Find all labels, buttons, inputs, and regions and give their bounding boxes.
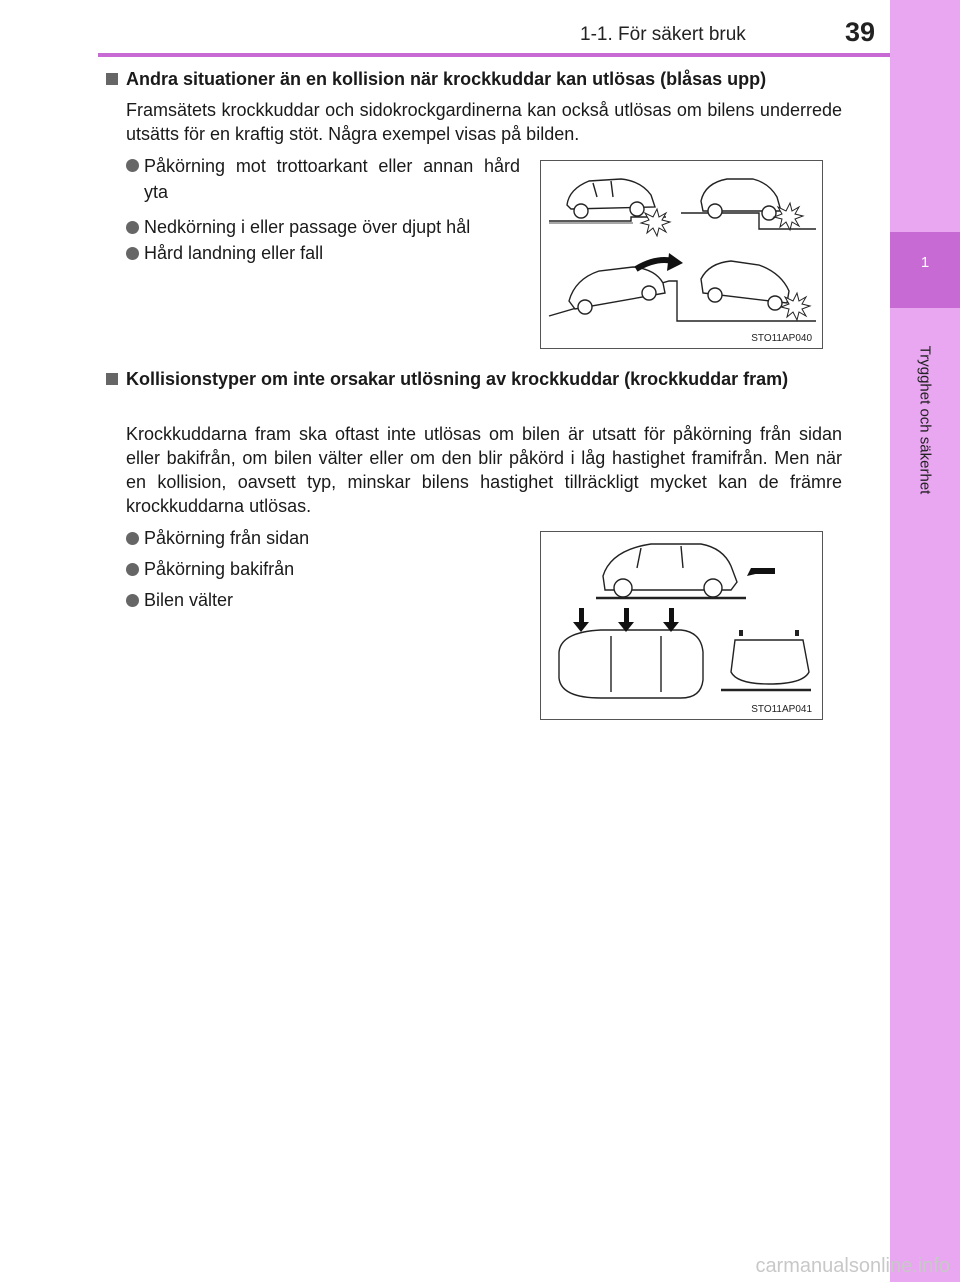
watermark-text: carmanualsonline.info — [755, 1255, 950, 1277]
page-number: 39 — [845, 17, 876, 47]
figure-no-deploy-collisions — [540, 531, 823, 720]
figure-code: STO11AP041 — [751, 704, 812, 715]
bullet-item: Bilen välter — [126, 587, 233, 613]
heading-square-icon — [106, 373, 118, 385]
section-title: 1-1. För säkert bruk — [580, 24, 746, 45]
chapter-number: 1 — [920, 254, 930, 271]
figure-code: STO11AP040 — [751, 333, 812, 344]
bullet-dot-icon — [126, 247, 139, 260]
bullet-item: Hård landning eller fall — [126, 240, 323, 266]
bullet-item: Påkörning bakifrån — [126, 556, 294, 582]
heading-square-icon — [106, 73, 118, 85]
chapter-tab-strip — [890, 0, 960, 1282]
bullet-dot-icon — [126, 594, 139, 607]
bullet-dot-icon — [126, 221, 139, 234]
header-divider — [98, 53, 890, 57]
section1-paragraph: Framsätets krockkuddar och sidokrockgardinerna kan också utlösas om bilens underrede utsätts för en kraftig stöt. Några exempel visas på bilden. — [126, 100, 842, 144]
bullet-dot-icon — [126, 532, 139, 545]
bullet-item: Påkörning från sidan — [126, 525, 309, 551]
collision-types-illustration — [541, 532, 822, 719]
bullet-item: Nedkörning i eller passage över djupt hål — [126, 214, 470, 240]
bullet-dot-icon — [126, 159, 139, 172]
chapter-title: Trygghet och säkerhet — [916, 345, 934, 495]
bullet-item: Påkörning mot trottoarkant eller annan hård yta — [126, 153, 520, 205]
section2-paragraph: Krockkuddarna fram ska oftast inte utlösas om bilen är utsatt för påkörning från sidan eller bakifrån, om bilen välter eller om den blir påkörd i låg hastighet framifrån. Men när en kollision, oavsett typ, minskar bilens hastighet tillräckligt mycket kan de främre krockkuddarna utlösas. — [126, 424, 842, 516]
car-impact-illustration — [541, 161, 822, 348]
figure-underbody-impact — [540, 160, 823, 349]
section2-heading: Kollisionstyper om inte orsakar utlösning av krockkuddar (krockkuddar fram) — [106, 367, 850, 391]
bullet-dot-icon — [126, 563, 139, 576]
section1-heading: Andra situationer än en kollision när krockkuddar kan utlösas (blåsas upp) — [106, 67, 850, 91]
